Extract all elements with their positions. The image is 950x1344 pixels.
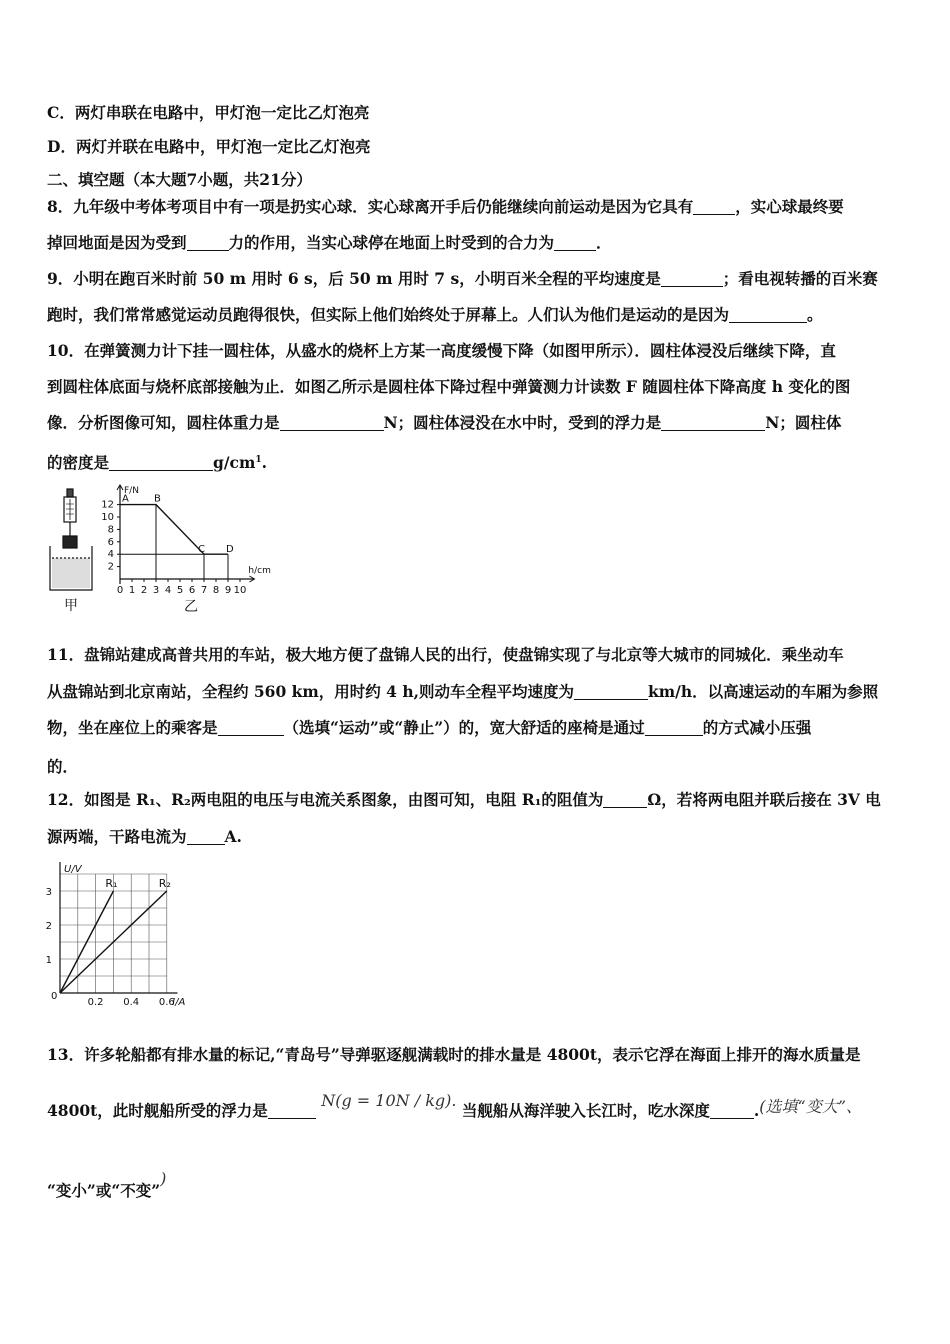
q10-blank-1[interactable] [280,414,384,431]
q9-line-1: 9．小明在跑百米时前 50 m 用时 6 s，后 50 m 用时 7 s，小明百米全程的平均速度是 ；看电视转播的百米赛 [47,269,878,288]
q8-blank-3[interactable] [554,234,596,251]
y-tick-label: 2 [45,921,52,932]
q10-blank-3[interactable] [109,454,213,471]
q13-blank-1[interactable] [268,1102,316,1119]
x-tick-label: 0 [116,585,124,596]
q11-line-4: 的． [47,757,79,776]
q8-line-2: 掉回地面是因为受到 力的作用，当实心球停在地面上时受到的合力为 ． [47,233,612,252]
q10-line-3: 像．分析图像可知，圆柱体重力是 N；圆柱体浸没在水中时，受到的浮力是 N；圆柱体 [47,413,842,432]
q11-line-2: 从盘锦站到北京南站，全程约 560 km，用时约 4 h,则动车全程平均速度为 km/h．以高速运动的车厢为参照 [47,682,879,701]
y-tick-label: 1 [45,955,52,966]
figure-10 [42,484,297,619]
option-c: C．两灯串联在电路中，甲灯泡一定比乙灯泡亮 [47,103,370,122]
point-label-C: C [198,544,205,556]
q8-blank-1[interactable] [693,198,735,215]
series-label-2: R₂ [158,877,171,890]
x-tick-label: 4 [164,585,172,596]
y-tick-label: 8 [107,524,114,536]
figure-12 [40,858,210,1008]
y-axis-label: F/N [124,486,139,496]
x-tick-label: 0.4 [123,997,140,1008]
x-tick-label: 3 [152,585,160,596]
x-axis-label: I/A [172,997,186,1008]
point-label-A: A [122,493,129,505]
x-tick-label: 9 [224,585,232,596]
q11-line-3: 物，坐在座位上的乘客是 （选填“运动”或“静止”）的，宽大舒适的座椅是通过 的方式减小压强 [47,718,812,737]
y-tick-label: 2 [107,561,114,573]
x-tick-label: 8 [212,585,220,596]
x-tick-label: 5 [176,585,184,596]
y-tick-label: 6 [107,536,114,548]
q12-blank-1[interactable] [603,791,647,808]
option-d: D．两灯并联在电路中，甲灯泡一定比乙灯泡亮 [47,137,371,156]
section-title: 二、填空题（本大题7小题，共21分） [47,170,312,189]
x-axis-label: h/cm [248,566,271,576]
q13-line-2: 4800t，此时舰船所受的浮力是 N(g = 10N / kg). 当舰船从海洋驶入长江时，吃水深度 .(选填“变大”、 [47,1091,862,1120]
x-tick-label: 1 [128,585,136,596]
y-tick-label: 12 [101,499,114,511]
label-yi: 乙 [184,599,198,615]
q9-line-2: 跑时，我们常常感觉运动员跑得很快，但实际上他们始终处于屏幕上。人们认为他们是运动的是因为 。 [47,305,823,324]
chart-u-vs-i [46,862,186,1008]
q12-line-1: 12．如图是 R₁、R₂两电阻的电压与电流关系图象，由图可知，电阻 R₁的阻值为 Ω，若将两电阻并联后接在 3V 电 [47,790,881,809]
point-label-D: D [226,544,234,556]
q10-line-2: 到圆柱体底面与烧杯底部接触为止．如图乙所示是圆柱体下降过程中弹簧测力计读数 F 随圆柱体下降高度 h 变化的图 [47,377,851,396]
x-tick-label: 10 [233,585,247,596]
x-tick-label: 0.6 [158,997,175,1008]
q13-formula: N(g = 10N / kg). [321,1091,457,1110]
q11-blank-3[interactable] [645,719,703,736]
q10-line-1: 10．在弹簧测力计下挂一圆柱体，从盛水的烧杯上方某一高度缓慢下降（如图甲所示）．圆柱体浸没后继续下降，直 [47,341,836,360]
q13-blank-2[interactable] [710,1102,754,1119]
q11-blank-1[interactable] [574,683,648,700]
q11-blank-2[interactable] [218,719,284,736]
q8-blank-2[interactable] [187,234,229,251]
x-tick-label: 2 [140,585,148,596]
y-axis-label: U/V [64,864,82,875]
q9-blank-1[interactable] [661,270,723,287]
apparatus-jia [50,489,92,590]
y-tick-label: 10 [101,512,114,523]
q12-line-2: 源两端，干路电流为 A. [47,827,242,846]
q8-line-1: 8．九年级中考体考项目中有一项是扔实心球．实心球离开手后仍能继续向前运动是因为它具有 ，实心球最终要 [47,197,844,216]
x-tick-label: 6 [188,585,196,596]
q10-blank-2[interactable] [661,414,765,431]
label-jia: 甲 [64,598,78,614]
q13-line-3: “变小”或“不变”) [47,1169,167,1200]
x-tick-label: 0.2 [87,997,104,1008]
q10-line-4: 的密度是 $g/cm^1$. [47,453,268,473]
q11-line-1: 11．盘锦站建成高普共用的车站，极大地方便了盘锦人民的出行，使盘锦实现了与北京等大城市的同城化．乘坐动车 [47,645,844,664]
y-tick-label: 4 [107,549,114,561]
x-tick-label: 7 [200,585,208,596]
series-line-f [120,505,228,555]
q13-line-1: 13．许多轮船都有排水量的标记,“青岛号”导弹驱逐舰满载时的排水量是 4800t，表示它浮在海面上排开的海水质量是 [47,1045,861,1064]
q9-blank-2[interactable] [729,306,807,323]
origin-label: 0 [51,991,58,1002]
q12-blank-2[interactable] [187,828,225,845]
y-tick-label: 3 [45,887,52,898]
chart-f-vs-h [101,485,271,596]
point-label-B: B [154,493,161,505]
series-label-1: R₁ [105,877,118,890]
